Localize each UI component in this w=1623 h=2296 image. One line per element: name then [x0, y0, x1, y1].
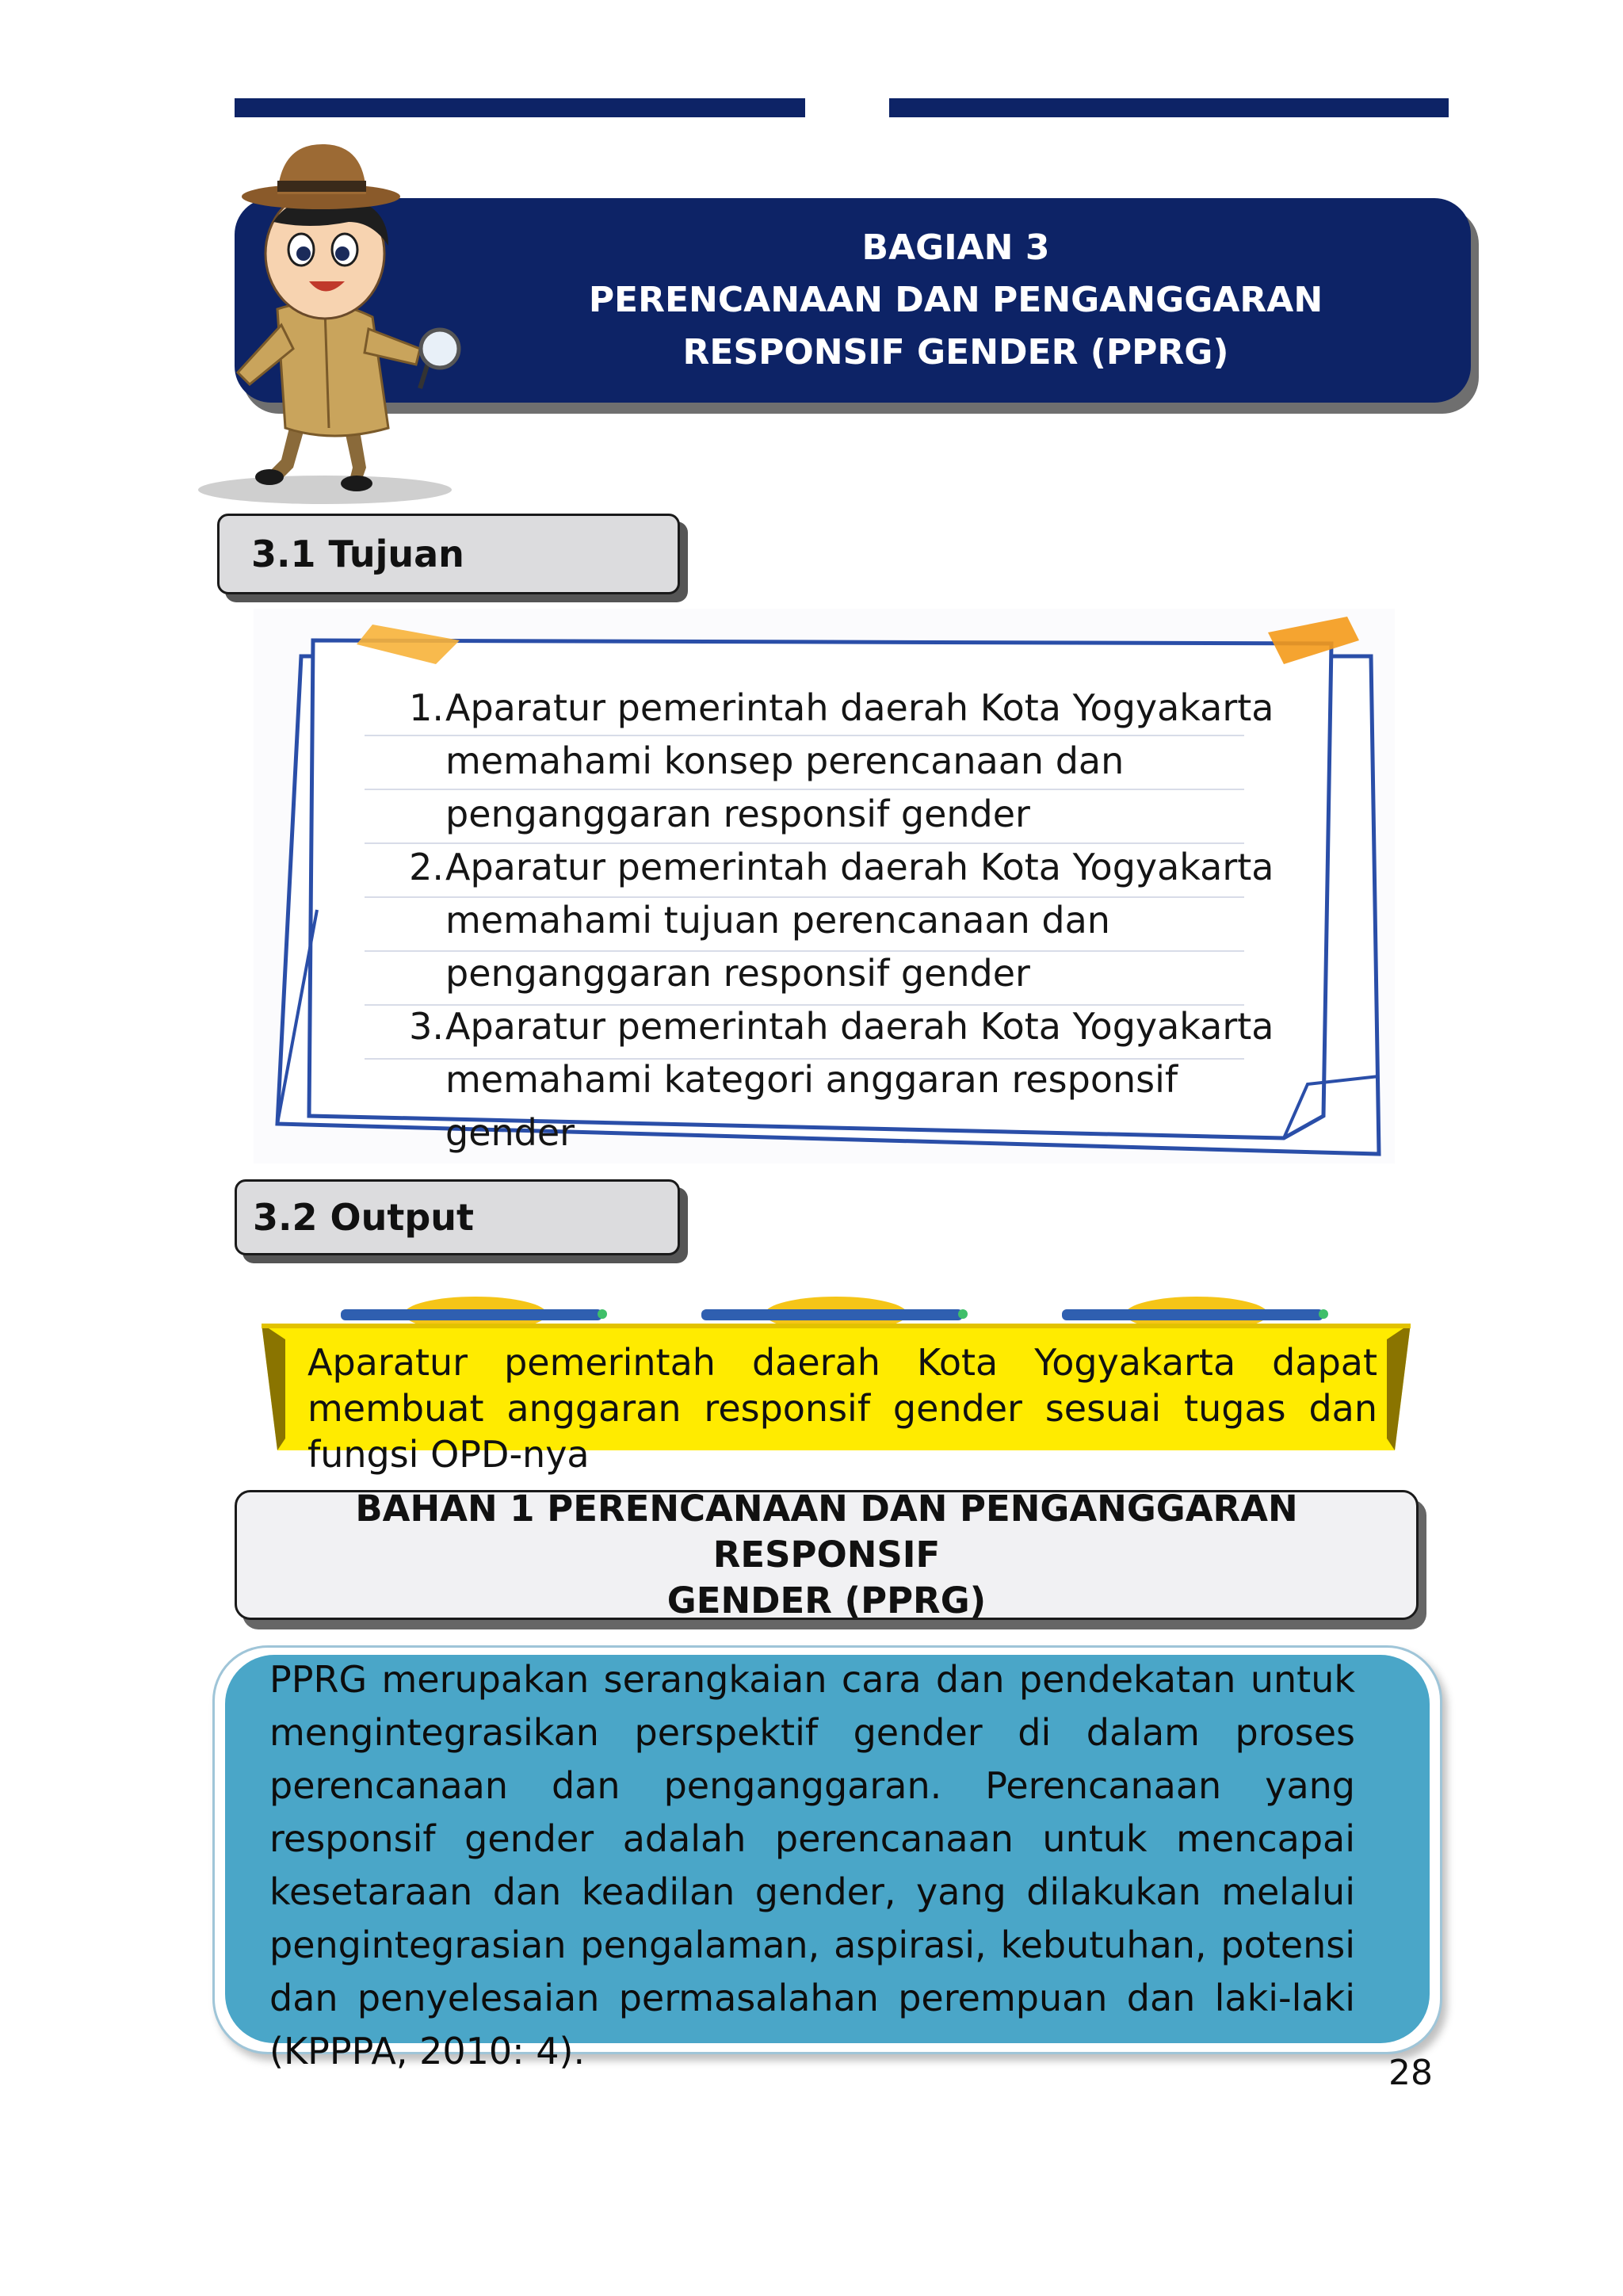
list-item: [396, 841, 1276, 1000]
definition-text: PPRG merupakan serangkaian cara dan pendekatan untuk mengintegrasikan perspektif gender di dalam proses perencanaan dan penganggaran. Perencanaan yang responsif gender adalah perencanaan untuk mencapai kesetaraan dan keadilan gender, yang dilakukan melalui pengintegrasian pengalaman, aspirasi, kebutuhan, potensi dan penyelesaian permasalahan perempuan dan laki-laki (KPPPA, 2010: 4).: [269, 1658, 1355, 2073]
list-item-number: 1.: [409, 686, 444, 729]
list-item-number: 3.: [409, 1005, 444, 1048]
output-text: Aparatur pemerintah daerah Kota Yogyakarta dapat membuat anggaran responsif gender sesuai tugas dan fungsi OPD-nya: [307, 1341, 1377, 1476]
list-item: [396, 682, 1276, 841]
section-label-output: [235, 1179, 680, 1255]
page-number: 28: [1388, 2053, 1433, 2093]
section-label-tujuan-text: 3.1 Tujuan: [251, 533, 464, 575]
list-item-text: Aparatur pemerintah daerah Kota Yogyakarta memahami kategori anggaran responsif gender: [445, 1005, 1274, 1154]
chapter-title-line1: PERENCANAAN DAN PENGANGGARAN: [588, 280, 1323, 320]
section-label-output-text: 3.2 Output: [253, 1196, 475, 1239]
bahan-title-box: [235, 1490, 1419, 1620]
section-label-tujuan: [217, 514, 680, 594]
bahan-title-line2: GENDER (PPRG): [666, 1580, 987, 1622]
tujuan-list: [396, 682, 1276, 1159]
top-bar-right: [889, 98, 1449, 117]
list-item: [396, 1000, 1276, 1159]
detective-mascot-illustration: [190, 111, 491, 507]
list-item-text: Aparatur pemerintah daerah Kota Yogyakarta memahami konsep perencanaan dan penganggaran responsif gender: [445, 686, 1274, 835]
bahan-title-line1: BAHAN 1 PERENCANAAN DAN PENGANGGARAN RESPONSIF: [355, 1488, 1298, 1576]
chapter-number: BAGIAN 3: [861, 227, 1050, 268]
list-item-text: Aparatur pemerintah daerah Kota Yogyakarta memahami tujuan perencanaan dan penganggaran responsif gender: [445, 846, 1274, 995]
list-item-number: 2.: [409, 846, 444, 888]
chapter-title-line2: RESPONSIF GENDER (PPRG): [682, 332, 1229, 372]
